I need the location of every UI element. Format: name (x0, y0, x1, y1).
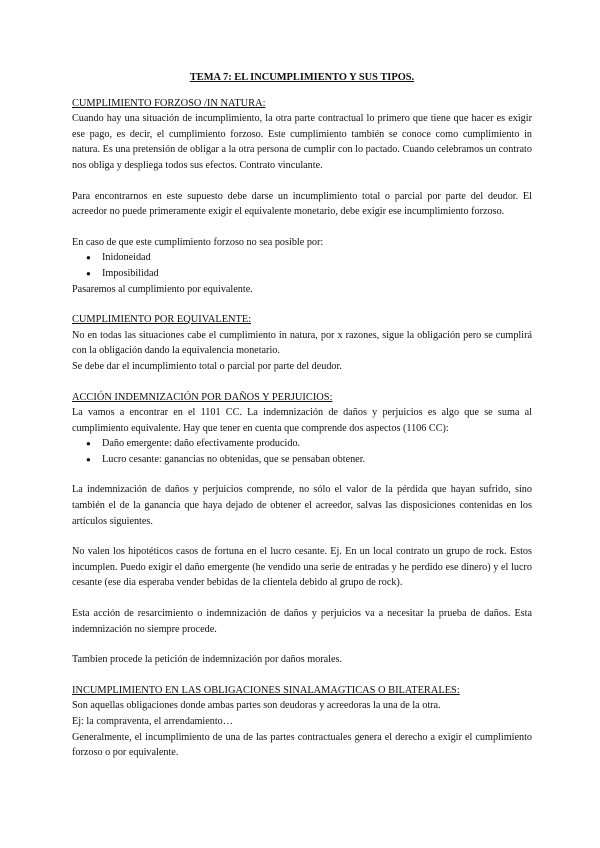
paragraph: Para encontrarnos en este supuesto debe darse un incumplimiento total o parcial por parte del deudor. El acreedor no puede primeramente exigir el equivalente monetario, debe exigir ese incumplimiento forzoso. (72, 190, 532, 218)
paragraph: Se debe dar el incumplimiento total o parcial por parte del deudor. (72, 360, 342, 372)
paragraph: Son aquellas obligaciones donde ambas partes son deudoras y acreedoras la una de la otra. (72, 700, 441, 712)
bullet-list (72, 436, 532, 467)
paragraph: Pasaremos al cumplimiento por equivalente. (72, 283, 253, 295)
paragraph: En caso de que este cumplimiento forzoso no sea posible por: (72, 236, 324, 248)
bullet-list (72, 250, 532, 281)
list-item: ● Inidoneidad (102, 250, 532, 266)
paragraph: La vamos a encontrar en el 1101 CC. La indemnización de daños y perjuicios es algo que se suma al cumplimiento equivalente. Hay que tener en cuenta que comprende dos aspectos (1106 CC): (72, 407, 532, 434)
paragraph: Generalmente, el incumplimiento de una de las partes contractuales genera el derecho a exigir el cumplimiento forzoso o por equivalente. (72, 731, 532, 759)
list-item: ● Daño emergente: daño efectivamente producido. (102, 436, 532, 452)
section-heading-cumplimiento-forzoso: CUMPLIMIENTO FORZOSO /IN NATURA: (72, 97, 266, 109)
section-heading-obligaciones-bilaterales: INCUMPLIMIENTO EN LAS OBLIGACIONES SINALAMAGTICAS O BILATERALES: (72, 684, 460, 696)
paragraph: La indemnización de daños y perjuicios comprende, no sólo el valor de la pérdida que hayan sufrido, sino también el de la ganancia que haya dejado de obtener el acreedor, salvas las disposiciones contenidas en los artículos siguientes. (72, 484, 532, 527)
paragraph: Cuando hay una situación de incumplimiento, la otra parte contractual lo primero que tiene que hacer es exigir ese pago, es decir, el cumplimiento forzoso. Este cumplimiento también se conoce como cumplimiento in natura. Es una pretensión de obligar a la otra persona de cumplir con lo pactado. Cuando celebramos un contrato nos obliga y despliega todos sus efectos. Contrato vinculante. (72, 113, 532, 171)
section-heading-indemnizacion: ACCIÓN INDEMNIZACIÓN POR DAÑOS Y PERJUICIOS: (72, 391, 333, 403)
paragraph: No en todas las situaciones cabe el cumplimiento in natura, por x razones, sigue la obligación pero se cumplirá con la obligación dando la equivalencia monetario. (72, 329, 532, 357)
paragraph: Tambien procede la petición de indemnización por daños morales. (72, 654, 343, 666)
list-item: ● Imposibilidad (102, 266, 532, 282)
paragraph: Ej: la compraventa, el arrendamiento… (72, 716, 233, 727)
paragraph: Esta acción de resarcimiento o indemnización de daños y perjuicios va a necesitar la prueba de daños. Esta indemnización no siempre procede. (72, 608, 532, 635)
document-body (72, 70, 532, 761)
document-title: TEMA 7: EL INCUMPLIMIENTO Y SUS TIPOS. (189, 72, 415, 83)
section-heading-cumplimiento-equivalente: CUMPLIMIENTO POR EQUIVALENTE: (72, 314, 252, 326)
list-item: ● Lucro cesante: ganancias no obtenidas, que se pensaban obtener. (102, 452, 532, 468)
paragraph: No valen los hipotéticos casos de fortuna en el lucro cesante. Ej. En un local contrato un grupo de rock. Estos incumplen. Puedo exigir el daño emergente (he vendido una serie de entradas y he perdido ese dinero) y el lucro cesante (ese dia esperaba vender bebidas de la clientela debido al grupo de rock). (72, 546, 532, 589)
